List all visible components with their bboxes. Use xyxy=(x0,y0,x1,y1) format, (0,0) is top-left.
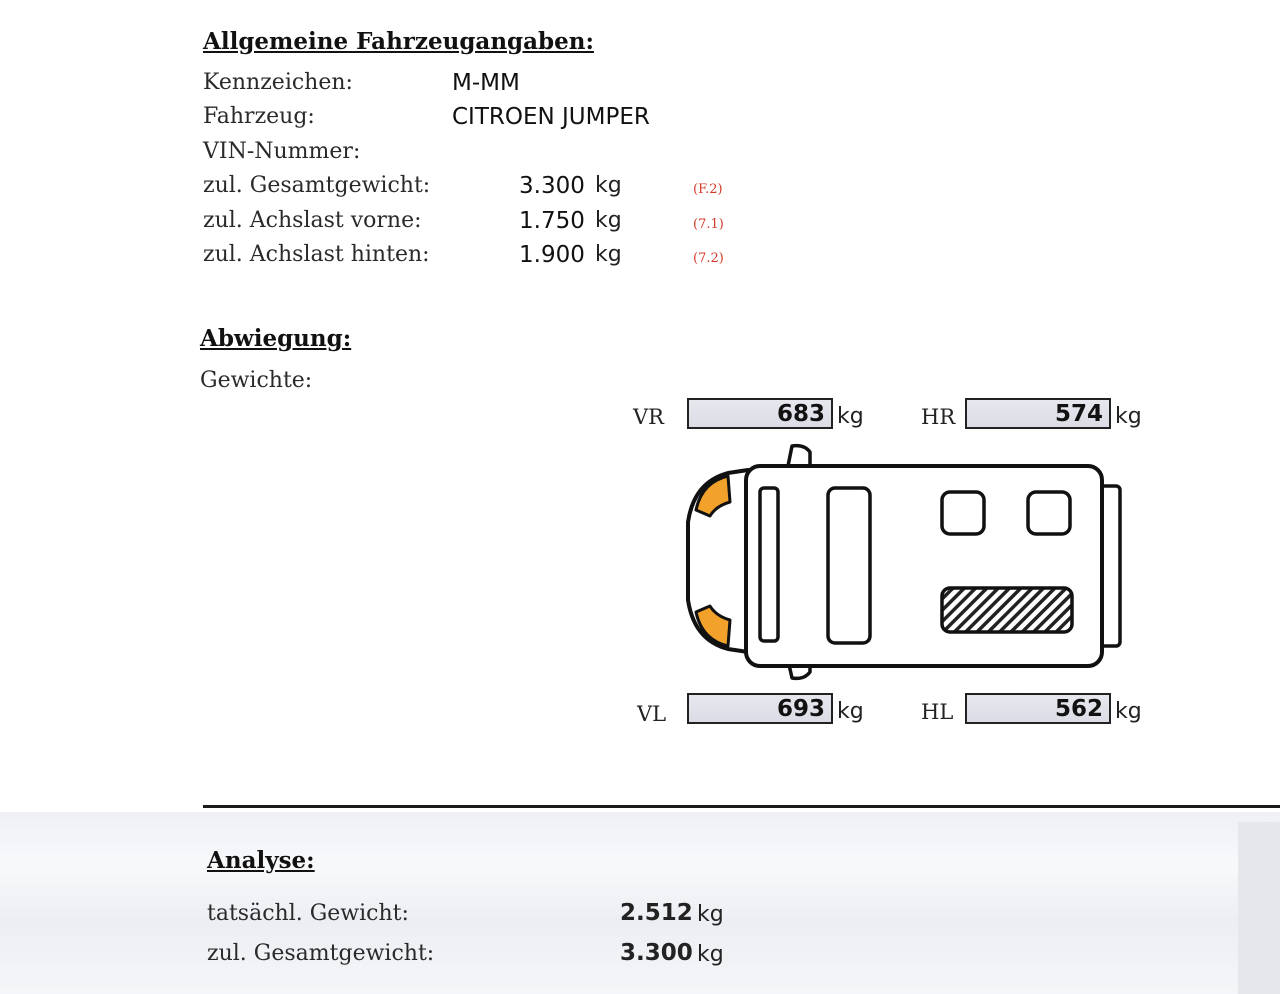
vin-label: VIN-Nummer: xyxy=(203,139,361,164)
actual-weight-value: 2.512 xyxy=(620,900,693,926)
weight-box-vr: 683 xyxy=(687,398,833,429)
weight-unit-vl: kg xyxy=(837,699,864,724)
achslast-vorne-label: zul. Achslast vorne: xyxy=(203,208,422,233)
weight-unit-vr: kg xyxy=(837,404,864,429)
weight-unit-hr: kg xyxy=(1115,404,1142,429)
allowed-weight-unit: kg xyxy=(697,942,724,967)
gesamtgewicht-unit: kg xyxy=(595,173,622,198)
weight-box-hl: 562 xyxy=(965,693,1111,724)
weight-unit-hl: kg xyxy=(1115,699,1142,724)
fahrzeug-value: CITROEN JUMPER xyxy=(452,104,650,130)
allowed-weight-label: zul. Gesamtgewicht: xyxy=(207,941,435,966)
van-top-view-icon xyxy=(680,440,1130,685)
wheel-label-vr: VR xyxy=(633,405,664,429)
actual-weight-unit: kg xyxy=(697,902,724,927)
section-divider xyxy=(203,805,1280,808)
allowed-weight-value: 3.300 xyxy=(620,940,693,966)
gesamtgewicht-ref: (F.2) xyxy=(693,182,723,197)
achslast-hinten-value: 1.900 xyxy=(519,242,585,268)
achslast-hinten-ref: (7.2) xyxy=(693,251,724,266)
achslast-hinten-label: zul. Achslast hinten: xyxy=(203,242,430,267)
gesamtgewicht-value: 3.300 xyxy=(519,173,585,199)
actual-weight-label: tatsächl. Gewicht: xyxy=(207,901,409,926)
wheel-label-hl: HL xyxy=(921,700,954,724)
fahrzeug-label: Fahrzeug: xyxy=(203,104,315,129)
analysis-heading: Analyse: xyxy=(207,847,315,874)
weights-subheading: Gewichte: xyxy=(200,368,313,393)
weighing-heading: Abwiegung: xyxy=(200,325,352,352)
achslast-hinten-unit: kg xyxy=(595,242,622,267)
weight-box-vl: 693 xyxy=(687,693,833,724)
scan-edge xyxy=(1238,822,1280,994)
achslast-vorne-ref: (7.1) xyxy=(693,217,724,232)
wheel-label-hr: HR xyxy=(921,405,956,429)
achslast-vorne-value: 1.750 xyxy=(519,208,585,234)
gesamtgewicht-label: zul. Gesamtgewicht: xyxy=(203,173,431,198)
kennzeichen-label: Kennzeichen: xyxy=(203,70,353,95)
weight-box-hr: 574 xyxy=(965,398,1111,429)
wheel-label-vl: VL xyxy=(637,702,667,726)
general-heading: Allgemeine Fahrzeugangaben: xyxy=(203,28,594,55)
kennzeichen-value: M-MM xyxy=(452,70,520,96)
achslast-vorne-unit: kg xyxy=(595,208,622,233)
